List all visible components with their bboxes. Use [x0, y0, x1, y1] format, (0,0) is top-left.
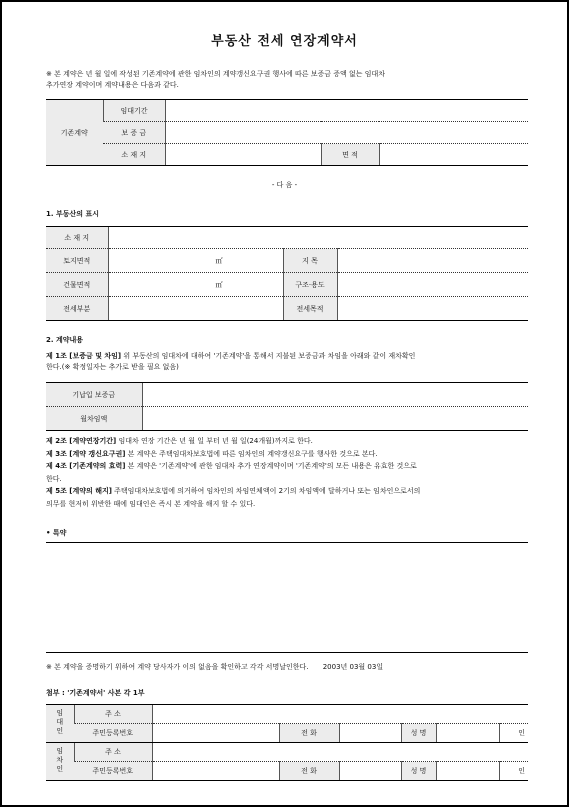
tenant-id-label: 주민등록번호 — [74, 762, 152, 781]
intro-line-1: ※ 본 계약은 년 월 일에 작성된 기존계약에 관한 임차인의 계약갱신요구권 행사에 따른 보증금 증액 없는 임대차 — [46, 70, 385, 78]
tenant-seal[interactable]: 인 — [499, 762, 528, 781]
intro-line-2: 추가연장 계약이며 계약내용은 다음과 같다. — [46, 81, 179, 89]
landlord-name-label: 성 명 — [401, 724, 436, 743]
art4-text2: 한다. — [46, 474, 62, 483]
tenant-role: 임차인 — [55, 747, 64, 774]
art5-title: 제 5조 [계약의 해지] — [46, 487, 112, 495]
payment-table — [46, 382, 528, 431]
dah-eum: - 다 음 - — [271, 181, 298, 189]
art4-title: 제 4조 [기존계약의 효력] — [46, 462, 126, 470]
landlord-role: 임대인 — [55, 709, 64, 736]
art2-title: 제 2조 [계약연장기간] — [46, 437, 117, 445]
section1-heading: 1. 부동산의 표시 — [46, 210, 99, 218]
tenant-name-label: 성 명 — [401, 762, 436, 781]
tenant-name-value[interactable] — [436, 762, 499, 781]
special-bottom-line — [46, 652, 528, 653]
lease-part-label: 전세부분 — [46, 297, 108, 321]
document-title: 부동산 전세 연장계약서 — [211, 34, 358, 49]
existing-contract-table — [46, 99, 528, 166]
art3-text: 본 계약은 주택임대차보호법에 따른 임차인의 계약갱신요구를 행사한 것으로 본다. — [125, 449, 378, 458]
tenant-role-cell — [46, 743, 74, 781]
landlord-name-value[interactable] — [436, 724, 499, 743]
signature-table — [46, 704, 528, 781]
bldg-area-label: 건물면적 — [46, 273, 108, 297]
landlord-role-cell — [46, 705, 74, 743]
location-value[interactable] — [165, 144, 321, 166]
tenant-phone-value[interactable] — [339, 762, 401, 781]
paid-deposit-label: 기납입 보증금 — [46, 383, 142, 407]
location-label: 소 재 지 — [103, 144, 165, 166]
prop-location-value[interactable] — [108, 227, 528, 249]
special-terms-area[interactable] — [46, 543, 528, 651]
landlord-seal[interactable]: 인 — [499, 724, 528, 743]
monthly-rent-value[interactable] — [142, 407, 528, 431]
period-label: 임대기간 — [103, 100, 165, 122]
confirm-text: ※ 본 계약을 증명하기 위하여 계약 당사자가 이의 없음을 확인하고 각각 서명날인한다. — [46, 663, 309, 671]
articles-2-5 — [46, 435, 536, 510]
tenant-id-value[interactable] — [152, 762, 279, 781]
jimok-label: 지 목 — [283, 249, 337, 273]
landlord-id-value[interactable] — [152, 724, 279, 743]
article1 — [46, 351, 536, 373]
section2-heading: 2. 계약내용 — [46, 336, 84, 344]
landlord-id-label: 주민등록번호 — [74, 724, 152, 743]
confirm-line — [46, 662, 536, 673]
period-value[interactable] — [165, 100, 528, 122]
landlord-address-label: 주 소 — [74, 705, 152, 724]
landlord-phone-label: 전 화 — [279, 724, 339, 743]
art5-text2: 의무를 현저히 위반한 때에 임대인은 즉시 본 계약을 해지 할 수 있다. — [46, 499, 256, 508]
intro-text — [46, 69, 546, 91]
existing-label: 기존계약 — [46, 100, 103, 166]
art3-title: 제 3조 [계약 갱신요구권] — [46, 449, 126, 458]
lease-area-value[interactable] — [337, 297, 528, 321]
deposit-label: 보 증 금 — [103, 122, 165, 144]
special-heading: • 특약 — [46, 529, 67, 537]
art1-text2: 한다.(※ 확정일자는 추가로 받을 필요 없음) — [46, 363, 179, 371]
attachment-note: 첨부 : '기존계약서' 사본 각 1부 — [46, 689, 145, 697]
art1-title: 제 1조 [보증금 및 차임] — [46, 352, 122, 360]
art1-text: 위 부동산의 임대차에 대하여 '기존계약'을 통해서 지불된 보증금과 차임을 아래와 같이 재차확인 — [121, 352, 416, 360]
art2-text: 임대차 연장 기간은 년 월 일 부터 년 월 일(24개월)까지로 한다. — [116, 437, 313, 445]
monthly-rent-label: 월차임액 — [46, 407, 142, 431]
bldg-area-unit[interactable]: ㎡ — [108, 273, 283, 297]
lease-area-label: 전세목적 — [283, 297, 337, 321]
area-value[interactable] — [379, 144, 528, 166]
tenant-address-value[interactable] — [152, 743, 528, 762]
art4-text: 본 계약은 '기존계약'에 관한 임대차 추가 연장계약이며 '기존계약'의 모든 내용은 유효한 것으로 — [125, 462, 417, 470]
landlord-address-value[interactable] — [152, 705, 528, 724]
use-value[interactable] — [337, 273, 528, 297]
prop-location-label: 소 재 지 — [46, 227, 108, 249]
tenant-address-label: 주 소 — [74, 743, 152, 762]
paid-deposit-value[interactable] — [142, 383, 528, 407]
jimok-value[interactable] — [337, 249, 528, 273]
contract-date: 2003년 03월 03일 — [322, 663, 384, 671]
land-area-label: 토지면적 — [46, 249, 108, 273]
lease-part-value[interactable] — [108, 297, 283, 321]
area-label: 면 적 — [321, 144, 379, 166]
deposit-value[interactable] — [165, 122, 528, 144]
use-label: 구조·용도 — [283, 273, 337, 297]
landlord-phone-value[interactable] — [339, 724, 401, 743]
land-area-unit[interactable]: ㎡ — [108, 249, 283, 273]
property-table — [46, 226, 528, 321]
art5-text: 주택임대차보호법에 의거하여 임차인의 차임연체액이 2기의 차임액에 달하거나 또는 임차인으로서의 — [111, 487, 421, 495]
tenant-phone-label: 전 화 — [279, 762, 339, 781]
